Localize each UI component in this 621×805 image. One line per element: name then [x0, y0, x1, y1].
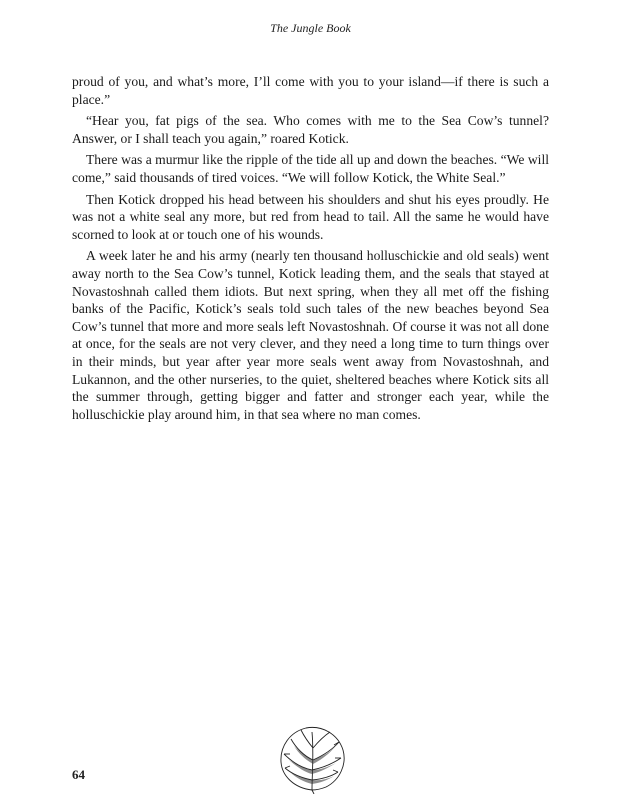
running-head-title: The Jungle Book — [270, 21, 351, 35]
paragraph: A week later he and his army (nearly ten thousand holluschickie and old seals) went away north to the Sea Cow’s tunnel, Kotick leading them, and the seals that stayed at Novastoshnah called them idiots. But next spring, when they all met off the fishing banks of the Pacific, Kotick’s seals told such tales of the new beaches beyond Sea Cow’s tunnel that more and more seals left Novastoshnah. Of course it was not all done at once, for the seals are not very clever, and they need a long time to turn things over in their minds, but year after year more seals went away from Novastoshnah, and Lukannon, and the other nurseries, to the quiet, sheltered beaches where Kotick sits all the summer through, getting bigger and fatter and stronger each year, while the holluschickie play around him, in that sea where no man comes. — [72, 248, 549, 422]
text-body — [72, 73, 549, 427]
paragraph: Then Kotick dropped his head between his shoulders and shut his eyes proudly. He was not a white seal any more, but red from head to tail. All the same he would have scorned to look at or touch one of his wounds. — [72, 191, 549, 242]
monstera-leaf-icon — [276, 724, 348, 794]
paragraph: proud of you, and what’s more, I’ll come with you to your island—if there is such a place.” — [72, 74, 549, 107]
paragraph: There was a murmur like the ripple of the tide all up and down the beaches. “We will come,” said thousands of tired voices. “We will follow Kotick, the White Seal.” — [72, 152, 549, 185]
paragraph: “Hear you, fat pigs of the sea. Who comes with me to the Sea Cow’s tunnel? Answer, or I shall teach you again,” roared Kotick. — [72, 113, 549, 146]
page-number: 64 — [72, 767, 85, 782]
